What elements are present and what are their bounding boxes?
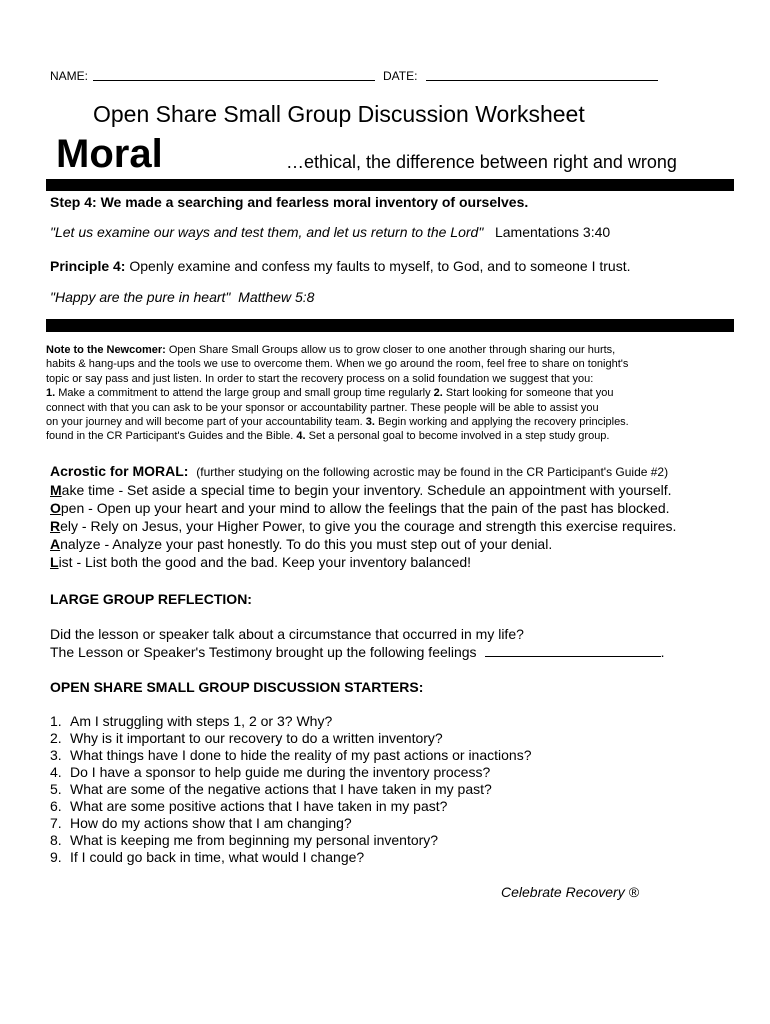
note-number: 3.: [365, 416, 375, 429]
acrostic-list: [50, 481, 676, 571]
item-number: 6.: [50, 798, 62, 814]
item-number: 9.: [50, 849, 62, 865]
page-title: Open Share Small Group Discussion Worksheet: [93, 101, 585, 127]
item-text: What are some of the negative actions that I have taken in my past?: [70, 781, 492, 797]
item-text: How do my actions show that I am changing?: [70, 815, 352, 831]
acrostic-item: [50, 517, 676, 535]
acrostic-letter: L: [50, 554, 59, 570]
item-number: 5.: [50, 781, 62, 797]
acrostic-title: Acrostic for MORAL:: [50, 463, 189, 479]
principle-label: Principle 4:: [50, 258, 126, 274]
footer-brand: Celebrate Recovery ®: [501, 884, 639, 900]
note-line: habits & hang-ups and the tools we use to overcome them. When we go around the room, feel free to share on tonight's: [46, 358, 629, 371]
reflection-period: .: [660, 644, 665, 660]
step-statement: Step 4: We made a searching and fearless moral inventory of ourselves.: [50, 194, 529, 210]
item-text: Am I struggling with steps 1, 2 or 3? Why?: [70, 713, 333, 729]
scripture-1-quote: "Let us examine our ways and test them, and let us return to the Lord": [50, 224, 484, 240]
date-field[interactable]: [426, 80, 658, 81]
note-number: 1.: [46, 387, 56, 400]
starters-heading: OPEN SHARE SMALL GROUP DISCUSSION STARTERS:: [50, 679, 424, 695]
list-item: [50, 832, 531, 849]
acrostic-letter: M: [50, 482, 62, 498]
large-group-heading: LARGE GROUP REFLECTION:: [50, 591, 252, 607]
acrostic-item: [50, 553, 676, 571]
reflection-prompt: The Lesson or Speaker's Testimony brought up the following feelings: [50, 644, 477, 660]
list-item: [50, 764, 531, 781]
divider-bar: [46, 319, 734, 332]
note-line: found in the CR Participant's Guides and the Bible.: [46, 430, 294, 443]
scripture-2-quote: "Happy are the pure in heart": [50, 289, 231, 305]
note-number: 4.: [296, 430, 306, 443]
note-line: topic or say pass and just listen. In order to start the recovery process on a solid foundation we suggest that you:: [46, 372, 594, 385]
item-number: 1.: [50, 713, 62, 729]
acrostic-item: [50, 535, 676, 553]
scripture-2-ref: Matthew 5:8: [238, 289, 315, 305]
acrostic-text: ake time - Set aside a special time to begin your inventory. Schedule an appointment with yourself.: [61, 482, 672, 498]
newcomer-note: [46, 343, 726, 444]
list-item: [50, 815, 531, 832]
item-text: If I could go back in time, what would I change?: [70, 849, 365, 865]
note-line: on your journey and will become part of your accountability team.: [46, 416, 363, 429]
note-number: 2.: [433, 387, 443, 400]
principle: [50, 258, 631, 274]
item-text: What things have I done to hide the reality of my past actions or inactions?: [70, 747, 532, 763]
list-item: [50, 849, 531, 866]
item-number: 2.: [50, 730, 62, 746]
acrostic-text: ist - List both the good and the bad. Keep your inventory balanced!: [58, 554, 472, 570]
note-line: Start looking for someone that you: [445, 387, 614, 400]
list-item: [50, 798, 531, 815]
acrostic-heading: [50, 463, 668, 479]
topic-word: Moral: [56, 132, 163, 176]
name-label: NAME:: [50, 69, 89, 83]
reflection-question: Did the lesson or speaker talk about a circumstance that occurred in my life?: [50, 626, 524, 642]
list-item: [50, 747, 531, 764]
large-group-reflection: [50, 625, 664, 661]
topic-definition: …ethical, the difference between right and wrong: [286, 152, 677, 172]
note-line: Set a personal goal to become involved in a step study group.: [308, 430, 610, 443]
acrostic-letter: O: [50, 500, 61, 516]
starters-list: [50, 713, 531, 866]
item-number: 8.: [50, 832, 62, 848]
newcomer-label: Note to the Newcomer:: [46, 344, 166, 356]
acrostic-text: ely - Rely on Jesus, your Higher Power, to give you the courage and strength this exercise requires.: [60, 518, 677, 534]
feelings-blank[interactable]: [485, 644, 661, 657]
principle-text: Openly examine and confess my faults to myself, to God, and to someone I trust.: [129, 258, 631, 274]
scripture-1: [50, 224, 610, 240]
scripture-1-ref: Lamentations 3:40: [494, 224, 611, 240]
note-line: connect with that you can ask to be your sponsor or accountability partner. These people will be able to assist you: [46, 401, 599, 414]
divider-bar: [46, 179, 734, 191]
scripture-2: [50, 289, 314, 305]
name-field[interactable]: [93, 80, 375, 81]
list-item: [50, 730, 531, 747]
acrostic-item: [50, 481, 676, 499]
acrostic-text: pen - Open up your heart and your mind to allow the feelings that the pain of the past has blocked.: [60, 500, 670, 516]
acrostic-item: [50, 499, 676, 517]
acrostic-letter: A: [50, 536, 61, 552]
list-item: [50, 713, 531, 730]
acrostic-text: nalyze - Analyze your past honestly. To do this you must step out of your denial.: [60, 536, 553, 552]
note-line: Begin working and applying the recovery principles.: [378, 416, 629, 429]
item-number: 4.: [50, 764, 62, 780]
list-item: [50, 781, 531, 798]
item-number: 3.: [50, 747, 62, 763]
date-label: DATE:: [383, 69, 418, 83]
item-text: Why is it important to our recovery to do a written inventory?: [70, 730, 443, 746]
acrostic-subtitle: (further studying on the following acrostic may be found in the CR Participant's Guide #2): [196, 465, 669, 479]
acrostic-letter: R: [50, 518, 61, 534]
note-line: Make a commitment to attend the large group and small group time regularly: [58, 387, 431, 400]
item-text: What is keeping me from beginning my personal inventory?: [70, 832, 439, 848]
item-text: Do I have a sponsor to help guide me during the inventory process?: [70, 764, 491, 780]
item-number: 7.: [50, 815, 62, 831]
item-text: What are some positive actions that I have taken in my past?: [70, 798, 448, 814]
note-line: Open Share Small Groups allow us to grow closer to one another through sharing our hurts,: [168, 344, 616, 356]
